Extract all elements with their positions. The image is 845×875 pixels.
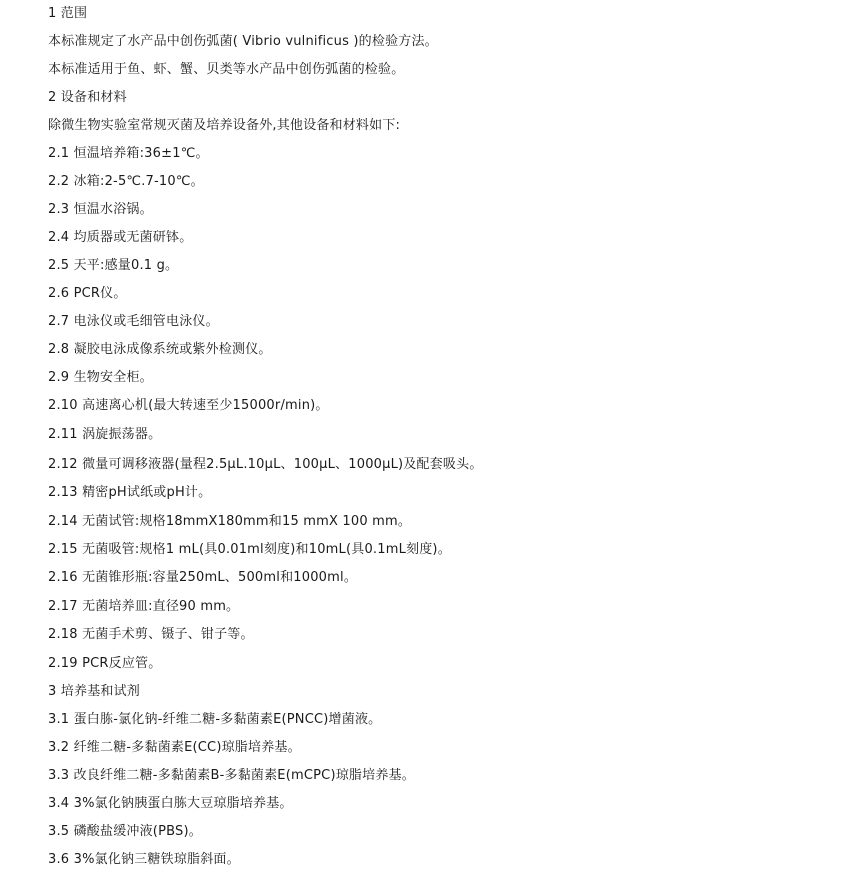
item-3-4: 3.4 3%氯化钠胰蛋白胨大豆琼脂培养基。 (48, 796, 293, 811)
item-2-4: 2.4 均质器或无菌研钵。 (48, 230, 193, 245)
item-2-19: 2.19 PCR反应管。 (48, 656, 162, 671)
item-3-3: 3.3 改良纤维二糖-多黏菌素B-多黏菌素E(mCPC)琼脂培养基。 (48, 768, 415, 783)
equipment-intro: 除微生物实验室常规灭菌及培养设备外,其他设备和材料如下: (48, 118, 401, 133)
item-2-5: 2.5 天平:感量0.1 g。 (48, 258, 179, 273)
scope-paragraph-2: 本标准适用于鱼、虾、蟹、贝类等水产品中创伤弧菌的检验。 (48, 62, 405, 77)
item-2-10: 2.10 高速离心机(最大转速至少15000r/min)。 (48, 398, 329, 413)
scope-paragraph-1: 本标准规定了水产品中创伤弧菌( Vibrio vulnificus )的检验方法。 (48, 34, 438, 49)
item-2-8: 2.8 凝胶电泳成像系统或紫外检测仪。 (48, 342, 272, 357)
item-3-6: 3.6 3%氯化钠三糖铁琼脂斜面。 (48, 852, 240, 867)
item-2-7: 2.7 电泳仪或毛细管电泳仪。 (48, 314, 219, 329)
item-2-18: 2.18 无菌手术剪、镊子、钳子等。 (48, 627, 254, 642)
item-2-17: 2.17 无菌培养皿:直径90 mm。 (48, 599, 240, 614)
section-heading-equipment: 2 设备和材料 (48, 90, 127, 105)
item-2-9: 2.9 生物安全柜。 (48, 370, 153, 385)
item-2-15: 2.15 无菌吸管:规格1 mL(具0.01ml刻度)和10mL(具0.1mL刻度)。 (48, 542, 451, 557)
item-2-14: 2.14 无菌试管:规格18mmX180mm和15 mmX 100 mm。 (48, 514, 412, 529)
item-2-11: 2.11 涡旋振荡器。 (48, 427, 162, 442)
item-2-13: 2.13 精密pH试纸或pH计。 (48, 485, 212, 500)
item-2-1: 2.1 恒温培养箱:36±1℃。 (48, 146, 209, 161)
section-heading-scope: 1 范围 (48, 6, 88, 21)
item-2-6: 2.6 PCR仪。 (48, 286, 127, 301)
section-heading-media: 3 培养基和试剂 (48, 684, 141, 699)
item-2-12: 2.12 微量可调移液器(量程2.5μL.10μL、100μL、1000μL)及配套吸头。 (48, 457, 483, 472)
item-3-5: 3.5 磷酸盐缓冲液(PBS)。 (48, 824, 202, 839)
item-2-16: 2.16 无菌锥形瓶:容量250mL、500ml和1000ml。 (48, 570, 358, 585)
item-3-1: 3.1 蛋白胨-氯化钠-纤维二糖-多黏菌素E(PNCC)增菌液。 (48, 712, 382, 727)
item-2-3: 2.3 恒温水浴锅。 (48, 202, 153, 217)
item-2-2: 2.2 冰箱:2-5℃.7-10℃。 (48, 174, 204, 189)
item-3-2: 3.2 纤维二糖-多黏菌素E(CC)琼脂培养基。 (48, 740, 301, 755)
